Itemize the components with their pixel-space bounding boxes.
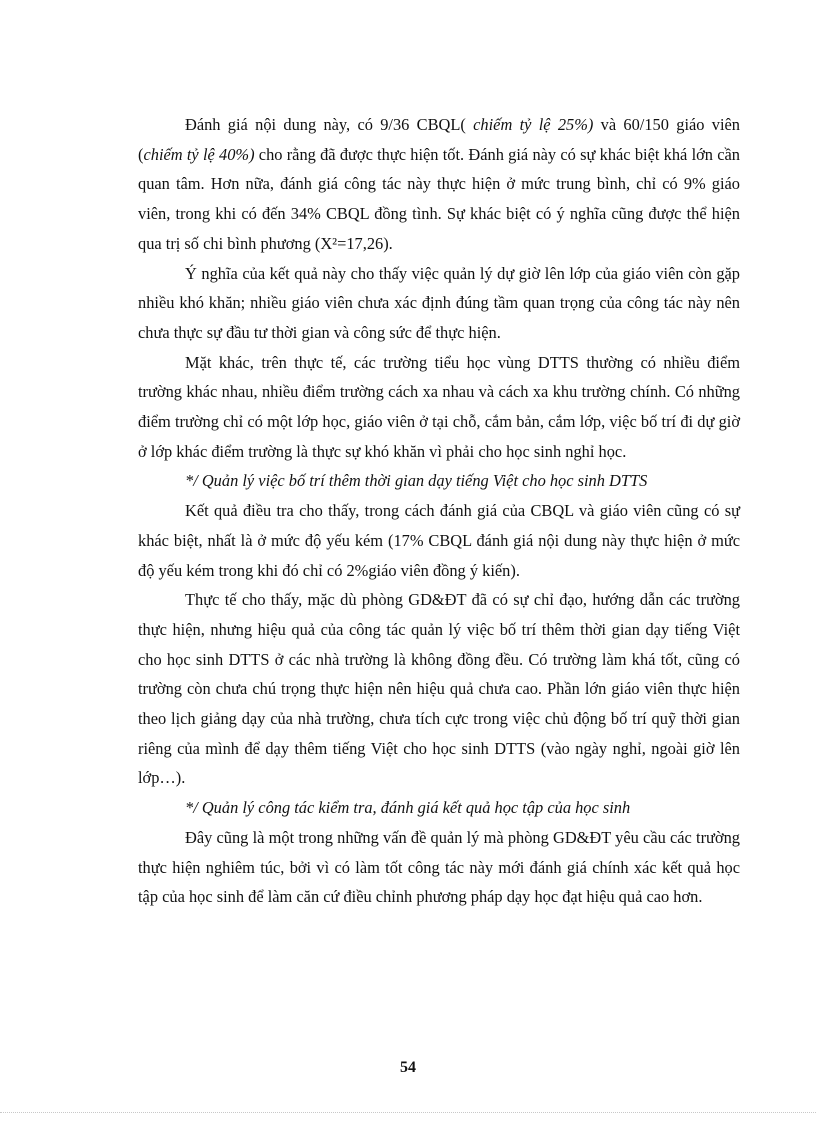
text-run: và 60/150 giáo viên ( xyxy=(138,115,740,164)
text-run-italic: chiếm tỷ lệ 40%) xyxy=(143,144,255,164)
body-text xyxy=(138,110,740,912)
text-run: Đánh giá nội dung này, có 9/36 CBQL( xyxy=(185,115,474,134)
paragraph-evaluation-results xyxy=(138,110,740,259)
paragraph-meaning xyxy=(138,259,740,348)
paragraph-survey-results xyxy=(138,496,740,585)
section-heading-assessment xyxy=(138,793,740,823)
text-run: Ý nghĩa của kết quả này cho thấy việc quản lý dự giờ lên lớp của giáo viên còn gặp nhiều khó khăn; nhiều giáo viên chưa xác định đúng tầm quan trọng của công tác này nên chưa thực sự đầu tư thời gian và công sức để thực hiện. xyxy=(138,263,740,342)
text-run: Đây cũng là một trong những vấn đề quản lý mà phòng GD&ĐT yêu cầu các trường thực hiện nghiêm túc, bởi vì có làm tốt công tác này mới đánh giá chính xác kết quả học tập của học sinh để làm căn cứ điều chỉnh phương pháp dạy học đạt hiệu quả cao hơn. xyxy=(138,827,740,907)
footer-divider xyxy=(0,1112,816,1113)
section-heading-vietnamese-time xyxy=(138,466,740,496)
paragraph-practice xyxy=(138,585,740,793)
text-run: Kết quả điều tra cho thấy, trong cách đánh giá của CBQL và giáo viên cũng có sự khác biệt, nhất là ở mức độ yếu kém (17% CBQL đánh giá nội dung này thực hiện ở mức độ yếu kém trong khi đó chỉ có 2%giáo viên đồng ý kiến). xyxy=(138,501,740,580)
heading-text: */ Quản lý công tác kiểm tra, đánh giá kết quả học tập của học sinh xyxy=(185,798,631,818)
text-run-italic: chiếm tỷ lệ 25%) xyxy=(473,115,594,134)
page-number: 54 xyxy=(400,1059,416,1076)
text-run: cho rằng đã được thực hiện tốt. Đánh giá này có sự khác biệt khá lớn cần quan tâm. Hơn nữa, đánh giá công tác này thực hiện ở mức trung bình, chỉ có 9% giáo viên, trong khi có đến 34% CBQL đồng tình. Sự khác biệt có ý nghĩa cũng được thể hiện qua trị số chi bình phương (X²=17,26). xyxy=(138,144,740,253)
text-run: Mặt khác, trên thực tế, các trường tiểu học vùng DTTS thường có nhiều điểm trường khác nhau, nhiều điểm trường cách xa nhau và cách xa khu trường chính. Có những điểm trường chỉ có một lớp học, giáo viên ở tại chỗ, cắm bản, cắm lớp, việc bố trí đi dự giờ ở lớp khác điểm trường là thực sự khó khăn vì phải cho học sinh nghỉ học. xyxy=(138,352,740,461)
text-run: Thực tế cho thấy, mặc dù phòng GD&ĐT đã có sự chỉ đạo, hướng dẫn các trường thực hiện, nhưng hiệu quả của công tác quản lý việc bố trí thêm thời gian dạy tiếng Việt cho học sinh DTTS ở các nhà trường là không đồng đều. Có trường làm khá tốt, cũng có trường còn chưa chú trọng thực hiện nên hiệu quả chưa cao. Phần lớn giáo viên thực hiện theo lịch giảng dạy của nhà trường, chưa tích cực trong việc chủ động bố trí quỹ thời gian riêng của mình để dạy thêm tiếng Việt cho học sinh DTTS (vào ngày nghỉ, ngoài giờ lên lớp…). xyxy=(138,590,740,788)
paragraph-school-locations xyxy=(138,348,740,467)
heading-text: */ Quản lý việc bố trí thêm thời gian dạy tiếng Việt cho học sinh DTTS xyxy=(185,471,648,491)
paragraph-assessment xyxy=(138,823,740,912)
